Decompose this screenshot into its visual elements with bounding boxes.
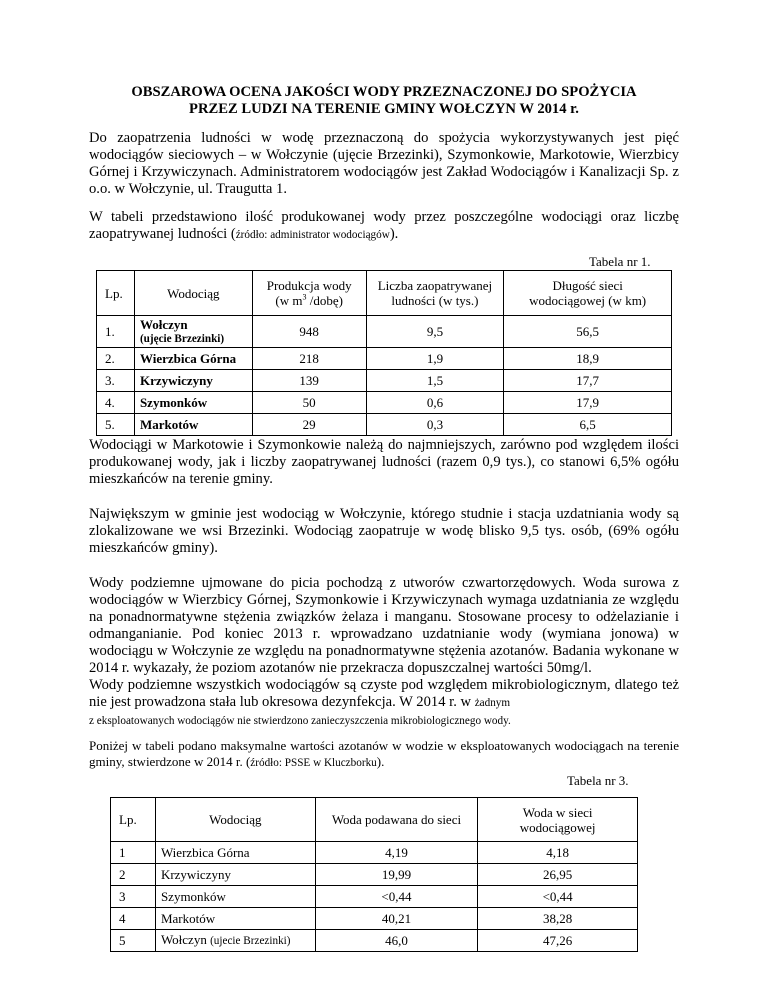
table2-header-row <box>111 798 638 842</box>
table2-header-lp: Lp. <box>111 798 156 842</box>
table2-source: źródło: PSSE w Kluczborku <box>250 757 377 769</box>
paragraph-groundwater: Wody podziemne ujmowane do picia pochodzą z utworów czwartorzędowych. Woda surowa z wodociągów w Wierzbicy Górnej, Szymonkowie i Krzywiczynach wymaga uzdatniania ze względu na ponadnormatywne stężenia związków żelaza i manganu. Stosowane procesy to odżelazianie i odmanganianie. Pod koniec 2013 r. wprowadzano uzdatnianie wody (wymiana jonowa) w wodociągu w Wołczynie ze względu na ponadnormatywne stężenia azotanów. Badania wykonane w 2014 r. wykazały, że poziom azotanów nie przekracza dopuszczalnej wartości 50mg/l. Wody podziemne wszystkich wodociągów są czyste pod względem mikrobiologicznym, dlatego też nie jest prowadzona stała lub okresowa dezynfekcja. W 2014 r. w żadnym z eksploatowanych wodociągów nie stwierdzono zanieczyszczenia mikrobiologicznego wody. <box>89 575 679 727</box>
table-row: 5. Markotów 29 0,3 6,5 <box>97 414 672 436</box>
document-title <box>80 84 688 118</box>
table2-header-supplied: Woda podawana do sieci <box>315 798 478 842</box>
table1-header-population: Liczba zaopatrywanej ludności (w tys.) <box>366 271 504 316</box>
table1-label: Tabela nr 1. <box>589 254 651 269</box>
title-line-2: PRZEZ LUDZI NA TERENIE GMINY WOŁCZYN W 2014 r. <box>189 101 579 117</box>
table2-intro-paragraph: Poniżej w tabeli podano maksymalne wartości azotanów w wodzie w eksploatowanych wodociągach na terenie gminy, stwierdzone w 2014 r. (źródło: PSSE w Kluczborku). <box>89 738 679 769</box>
water-production-table <box>96 270 672 436</box>
table2-header-network: Woda w sieci wodociągowej <box>478 798 638 842</box>
intro-paragraph: Do zaopatrzenia ludności w wodę przeznaczoną do spożycia wykorzystywanych jest pięć wodociągów sieciowych – w Wołczynie (ujęcie Brzezinki), Szymonkowie, Markotowie, Wierzbicy Górnej i Krzywiczynach. Administratorem wodociągów jest Zakład Wodociągów i Kanalizacji Sp. z o.o. w Wołczynie, ul. Traugutta 1. <box>89 130 679 197</box>
table-row: 5 Wołczyn (ujecie Brzezinki) 46,0 47,26 <box>111 930 638 952</box>
table1-header-name: Wodociąg <box>134 271 252 316</box>
table-row: 1. Wołczyn (ujęcie Brzezinki) 948 9,5 56,5 <box>97 316 672 348</box>
table1-header-length: Długość sieci wodociągowej (w km) <box>504 271 672 316</box>
table1-header-lp: Lp. <box>97 271 135 316</box>
table-row: 1 Wierzbica Górna 4,19 4,18 <box>111 842 638 864</box>
table1-intro-paragraph: W tabeli przedstawiono ilość produkowanej wody przez poszczególne wodociągi oraz liczbę zaopatrywanej ludności (źródło: administrator wodociągów). <box>89 209 679 242</box>
table-row: 4 Markotów 40,21 38,28 <box>111 908 638 930</box>
table-row: 2 Krzywiczyny 19,99 26,95 <box>111 864 638 886</box>
table1-header-production: Produkcja wody (w $m^3$ /dobę) <box>252 271 366 316</box>
table-row: 2. Wierzbica Górna 218 1,9 18,9 <box>97 348 672 370</box>
table1-header-row <box>97 271 672 316</box>
table-row: 3 Szymonków <0,44 <0,44 <box>111 886 638 908</box>
paragraph-largest-waterworks: Największym w gminie jest wodociąg w Wołczynie, którego studnie i stacja uzdatniania wody są zlokalizowane we wsi Brzezinki. Wodociąg zaopatruje w wodę blisko 9,5 tys. osób, (69% ogółu mieszkańców gminy). <box>89 506 679 556</box>
table2-header-name: Wodociąg <box>155 798 315 842</box>
title-line-1: OBSZAROWA OCENA JAKOŚCI WODY PRZEZNACZONEJ DO SPOŻYCIA <box>131 84 637 100</box>
table-row: 3. Krzywiczyny 139 1,5 17,7 <box>97 370 672 392</box>
nitrates-table <box>110 797 638 952</box>
table-row: 4. Szymonków 50 0,6 17,9 <box>97 392 672 414</box>
table2-label: Tabela nr 3. <box>567 773 629 788</box>
paragraph-small-waterworks: Wodociągi w Markotowie i Szymonkowie należą do najmniejszych, zarówno pod względem ilości produkowanej wody, jak i liczby zaopatrywanej ludności (razem 0,9 tys.), co stanowi 6,5% ogółu mieszkańców na terenie gminy. <box>89 437 679 487</box>
table1-source: źródło: administrator wodociągów <box>235 229 390 241</box>
